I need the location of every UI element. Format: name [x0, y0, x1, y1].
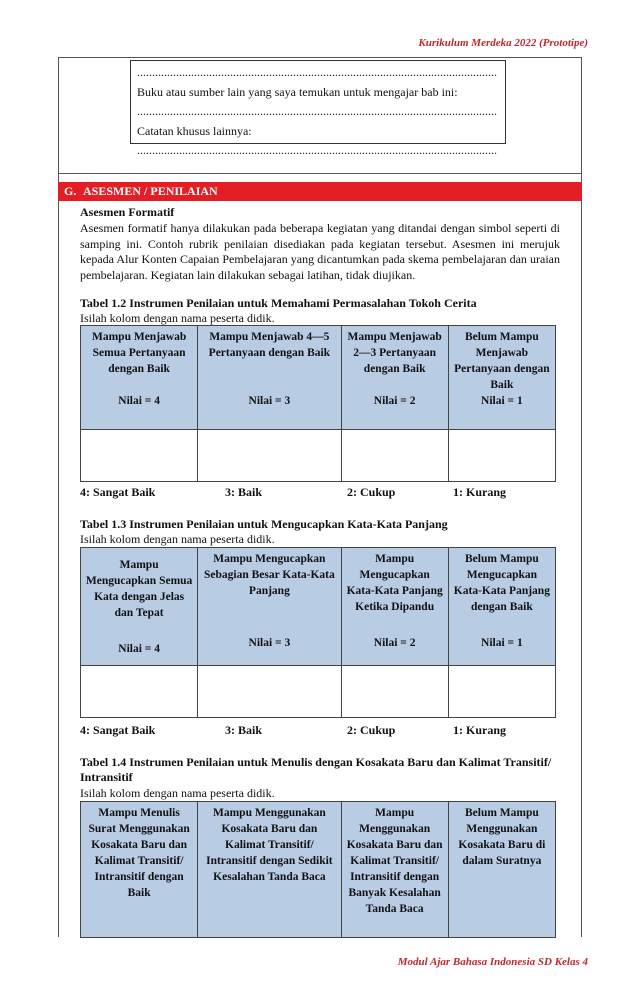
- student-name-cell[interactable]: [341, 430, 448, 482]
- table-blank-row: [81, 666, 556, 718]
- student-name-cell[interactable]: [81, 666, 198, 718]
- section-heading-assessment: [58, 182, 582, 201]
- table-header-cell: Mampu Menggunakan Kosakata Baru dan Kalimat Transitif/ Intransitif dengan Sedikit Kesalahan Tanda Baca: [198, 802, 341, 938]
- student-name-cell[interactable]: [341, 666, 448, 718]
- frame-divider: [58, 173, 582, 174]
- table-1-3-title: Tabel 1.3 Instrumen Penilaian untuk Mengucapkan Kata-Kata Panjang: [80, 517, 448, 531]
- running-header: Kurikulum Merdeka 2022 (Prototipe): [418, 37, 588, 49]
- scale-1: 1: Kurang: [453, 485, 507, 499]
- notes-dots-2: ........................................................................................................................: [137, 104, 497, 118]
- student-name-cell[interactable]: [198, 666, 341, 718]
- table-1-2: [80, 325, 556, 482]
- table-header-cell: Mampu Menggunakan Kosakata Baru dan Kalimat Transitif/ Intransitif dengan Banyak Kesalahan Tanda Baca: [341, 802, 448, 938]
- running-footer: Modul Ajar Bahasa Indonesia SD Kelas 4: [397, 956, 588, 968]
- table-header-row: [81, 326, 556, 430]
- table-header-cell: Mampu Menulis Surat Menggunakan Kosakata Baru dan Kalimat Transitif/ Intransitif dengan Baik: [81, 802, 198, 938]
- table-blank-row: [81, 430, 556, 482]
- table-1-4-title: Tabel 1.4 Instrumen Penilaian untuk Menulis dengan Kosakata Baru dan Kalimat Transitif/ Intransitif: [80, 755, 552, 784]
- table-header-cell: Belum Mampu Menggunakan Kosakata Baru di dalam Suratnya: [448, 802, 555, 938]
- scale-4: 4: Sangat Baik: [80, 485, 156, 499]
- table-header-cell: Mampu Menjawab 2—3 Pertanyaan dengan Baik Nilai = 2: [341, 326, 448, 430]
- scale-2: 2: Cukup: [347, 723, 396, 737]
- formative-paragraph: Asesmen formatif hanya dilakukan pada beberapa kegiatan yang ditandai dengan simbol seperti di samping ini. Contoh rubrik penilaian disediakan pada kegiatan tersebut. Asesmen ini merujuk kepada Alur Konten Capaian Pembelajaran yang dicantumkan pada skema pembelajaran dan uraian pembelajaran. Kegiatan lain dilakukan sebagai latihan, tidak diujikan.: [80, 221, 560, 282]
- section-letter: G.: [64, 184, 77, 198]
- scale-3: 3: Baik: [225, 485, 263, 499]
- notes-line-special: Catatan khusus lainnya:: [137, 123, 252, 138]
- table-1-4: [80, 801, 556, 938]
- scale-4: 4: Sangat Baik: [80, 723, 156, 737]
- table-header-cell: Mampu Menjawab 4—5 Pertanyaan dengan Baik Nilai = 3: [198, 326, 341, 430]
- formative-heading: Asesmen Formatif: [80, 205, 175, 219]
- student-name-cell[interactable]: [448, 666, 555, 718]
- table-1-4-instruction: Isilah kolom dengan nama peserta didik.: [80, 786, 275, 800]
- table-header-cell: Mampu Mengucapkan Kata-Kata Panjang Ketika Dipandu Nilai = 2: [341, 548, 448, 666]
- student-name-cell[interactable]: [198, 430, 341, 482]
- notes-line-sources: Buku atau sumber lain yang saya temukan untuk mengajar bab ini:: [137, 84, 458, 99]
- table-1-2-instruction: Isilah kolom dengan nama peserta didik.: [80, 311, 275, 325]
- table-header-cell: Belum Mampu Mengucapkan Kata-Kata Panjang dengan Baik Nilai = 1: [448, 548, 555, 666]
- table-1-3: [80, 547, 556, 718]
- student-name-cell[interactable]: [448, 430, 555, 482]
- teacher-notes-box: [130, 60, 506, 157]
- table-header-cell: Mampu Mengucapkan Semua Kata dengan Jelas dan Tepat Nilai = 4: [81, 548, 198, 666]
- notes-dots-1: ........................................................................................................................: [137, 65, 497, 79]
- scale-2: 2: Cukup: [347, 485, 396, 499]
- scale-3: 3: Baik: [225, 723, 263, 737]
- table-header-cell: Mampu Mengucapkan Sebagian Besar Kata-Kata Panjang Nilai = 3: [198, 548, 341, 666]
- table-header-row: [81, 802, 556, 938]
- student-name-cell[interactable]: [81, 430, 198, 482]
- table-1-3-instruction: Isilah kolom dengan nama peserta didik.: [80, 532, 275, 546]
- table-1-2-title: Tabel 1.2 Instrumen Penilaian untuk Memahami Permasalahan Tokoh Cerita: [80, 296, 477, 310]
- scale-1: 1: Kurang: [453, 723, 507, 737]
- table-header-row: [81, 548, 556, 666]
- table-header-cell: Belum Mampu Menjawab Pertanyaan dengan Baik Nilai = 1: [448, 326, 555, 430]
- table-header-cell: Mampu Menjawab Semua Pertanyaan dengan Baik Nilai = 4: [81, 326, 198, 430]
- section-title: ASESMEN / PENILAIAN: [83, 184, 218, 198]
- notes-dots-3: ........................................................................................................................: [137, 143, 497, 157]
